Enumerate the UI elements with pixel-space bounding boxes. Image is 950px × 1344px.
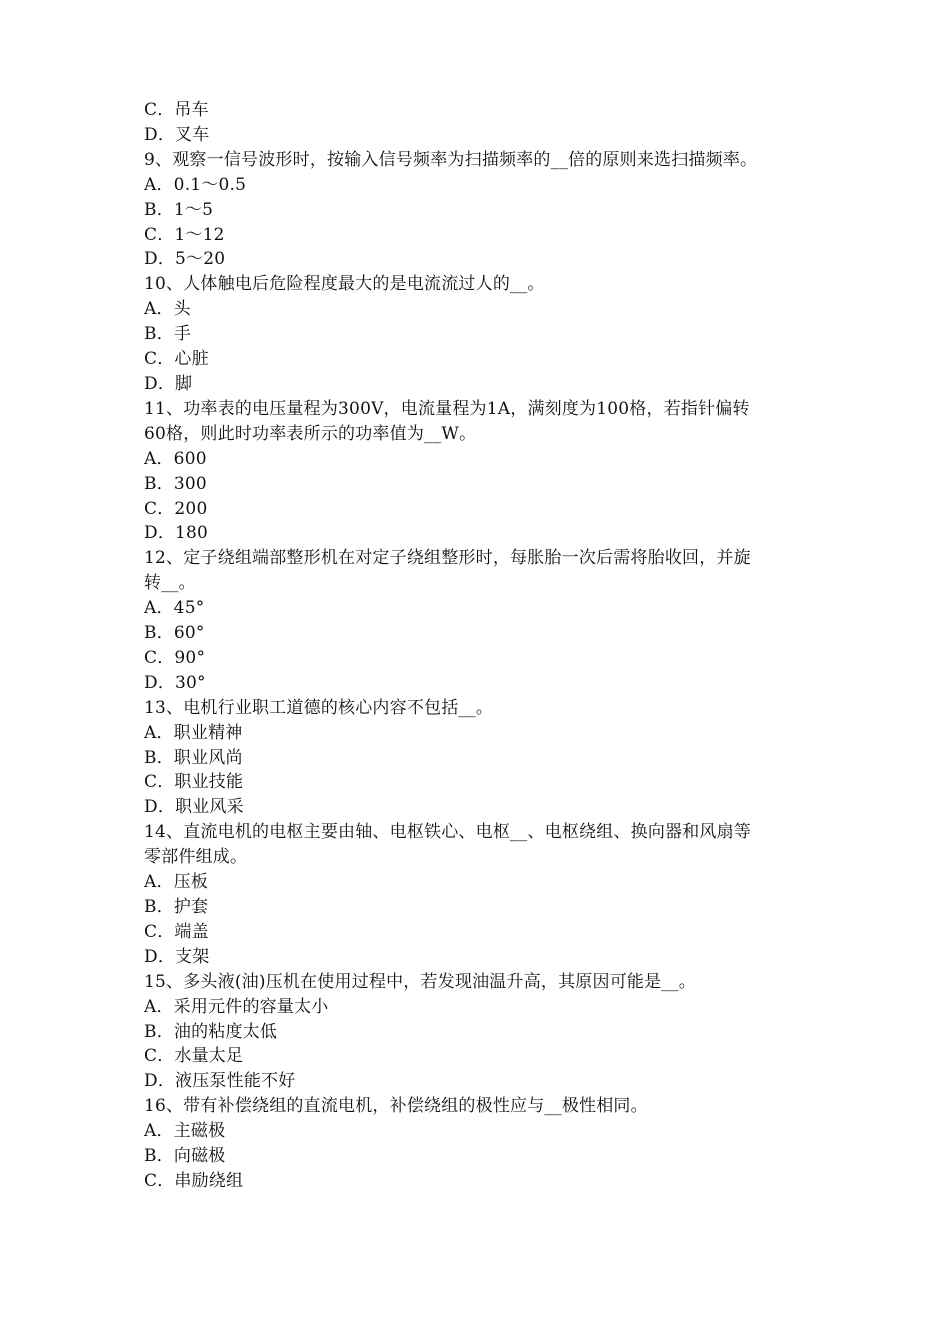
answer-option: B．手 bbox=[144, 324, 192, 345]
answer-option: B．护套 bbox=[144, 897, 209, 917]
question-text-continued: 转__。 bbox=[144, 573, 196, 594]
question-text: 13、电机行业职工道德的核心内容不包括__。 bbox=[144, 697, 494, 718]
answer-option: A．采用元件的容量太小 bbox=[144, 996, 329, 1017]
question-text: 14、直流电机的电枢主要由轴、电枢铁心、电枢__、电枢绕组、换向器和风扇等 bbox=[144, 822, 752, 843]
answer-option: C．串励绕组 bbox=[144, 1170, 244, 1191]
question-text: 12、定子绕组端部整形机在对定子绕组整形时，每胀胎一次后需将胎收回，并旋 bbox=[144, 548, 751, 569]
question-text: 16、带有补偿绕组的直流电机，补偿绕组的极性应与__极性相同。 bbox=[144, 1096, 648, 1117]
answer-option: C．心脏 bbox=[144, 349, 209, 370]
answer-option: C．吊车 bbox=[144, 100, 209, 120]
answer-option: C．水量太足 bbox=[144, 1046, 244, 1067]
answer-option: B．300 bbox=[144, 473, 207, 494]
question-text: 15、多头液(油)压机在使用过程中，若发现油温升高，其原因可能是__。 bbox=[144, 971, 696, 992]
answer-option: D．5～20 bbox=[144, 249, 226, 270]
question-text-continued: 零部件组成。 bbox=[144, 847, 248, 868]
answer-option: D．脚 bbox=[144, 373, 193, 394]
answer-option: D．支架 bbox=[144, 946, 210, 967]
question-text: 11、功率表的电压量程为300V，电流量程为1A，满刻度为100格，若指针偏转 bbox=[144, 398, 750, 419]
answer-option: B．1～5 bbox=[144, 199, 214, 220]
answer-option: A．职业精神 bbox=[144, 722, 243, 743]
answer-option: A．主磁极 bbox=[144, 1121, 226, 1142]
answer-option: C．1～12 bbox=[144, 224, 225, 245]
answer-option: B．油的粘度太低 bbox=[144, 1021, 278, 1042]
answer-option: C．200 bbox=[144, 498, 208, 519]
answer-option: A．0.1～0.5 bbox=[144, 174, 247, 195]
question-text-continued: 60格，则此时功率表所示的功率值为__W。 bbox=[144, 423, 477, 444]
answer-option: A．45° bbox=[144, 598, 205, 619]
answer-option: A．600 bbox=[144, 448, 207, 469]
answer-option: B．职业风尚 bbox=[144, 747, 243, 768]
answer-option: B．向磁极 bbox=[144, 1146, 226, 1167]
answer-option: C．职业技能 bbox=[144, 772, 244, 793]
question-text: 9、观察一信号波形时，按输入信号频率为扫描频率的__倍的原则来选扫描频率。 bbox=[144, 149, 758, 170]
answer-option: A．压板 bbox=[144, 872, 209, 893]
answer-option: D．30° bbox=[144, 672, 206, 693]
question-text: 10、人体触电后危险程度最大的是电流流过人的__。 bbox=[144, 274, 545, 295]
answer-option: C．90° bbox=[144, 647, 206, 668]
document-body bbox=[144, 98, 824, 1194]
answer-option: D．180 bbox=[144, 523, 209, 544]
answer-option: D．职业风采 bbox=[144, 797, 244, 818]
answer-option: D．叉车 bbox=[144, 124, 210, 145]
answer-option: D．液压泵性能不好 bbox=[144, 1071, 296, 1092]
answer-option: C．端盖 bbox=[144, 921, 209, 942]
answer-option: A．头 bbox=[144, 299, 191, 320]
answer-option: B．60° bbox=[144, 623, 205, 644]
